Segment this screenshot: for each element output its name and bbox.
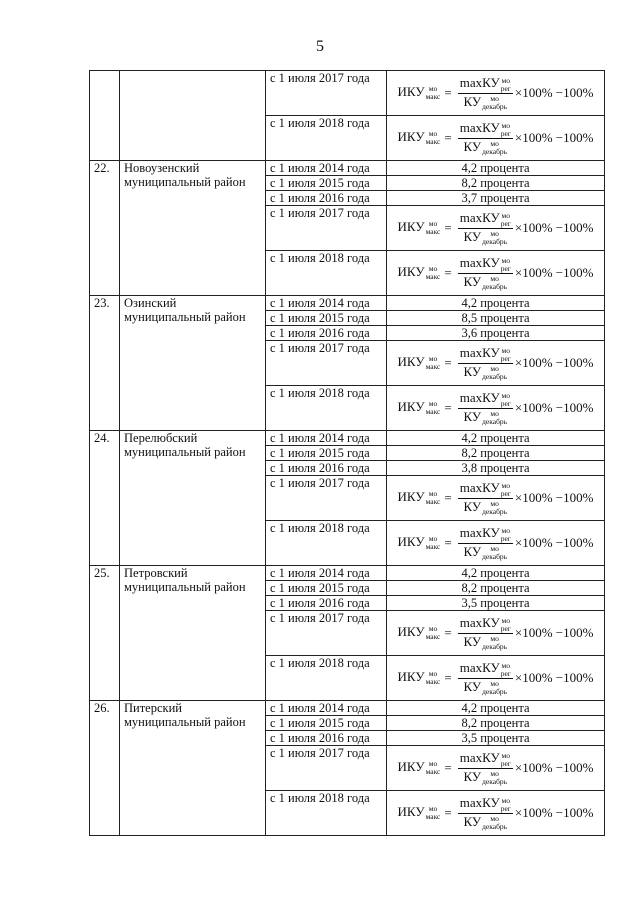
formula	[387, 386, 604, 430]
formula-equals: =	[444, 535, 452, 550]
period-value: 4,2 процента	[387, 566, 605, 581]
period-date: с 1 июля 2017 года	[266, 206, 387, 251]
formula-lhs: ИКУ мо макс	[397, 128, 441, 146]
period-value: 3,6 процента	[387, 326, 605, 341]
formula-tail: ×100% −100%	[514, 535, 594, 550]
period-date: с 1 июля 2017 года	[266, 746, 387, 791]
formula-tail: ×100% −100%	[514, 400, 594, 415]
table-row	[90, 161, 605, 176]
period-value	[387, 791, 605, 836]
formula	[387, 521, 604, 565]
formula-fraction: maxКУ мо рег КУ мо декабрь	[459, 210, 511, 246]
formula-tail: ×100% −100%	[514, 85, 594, 100]
period-value: 8,2 процента	[387, 176, 605, 191]
formula-equals: =	[444, 805, 452, 820]
period-value: 4,2 процента	[387, 296, 605, 311]
period-value	[387, 611, 605, 656]
formula-equals: =	[444, 355, 452, 370]
period-value	[387, 341, 605, 386]
municipality-name: Перелюбский муниципальный район	[120, 431, 266, 566]
formula-fraction: maxКУ мо рег КУ мо декабрь	[459, 75, 511, 111]
formula-fraction: maxКУ мо рег КУ мо декабрь	[459, 345, 511, 381]
formula-equals: =	[444, 490, 452, 505]
row-number: 25.	[90, 566, 120, 701]
municipality-name: Озинский муниципальный район	[120, 296, 266, 431]
formula	[387, 611, 604, 655]
period-date: с 1 июля 2015 года	[266, 581, 387, 596]
formula-fraction: maxКУ мо рег КУ мо декабрь	[459, 615, 511, 651]
formula	[387, 251, 604, 295]
period-value: 8,2 процента	[387, 716, 605, 731]
table-row	[90, 701, 605, 716]
period-date: с 1 июля 2015 года	[266, 446, 387, 461]
period-value: 3,8 процента	[387, 461, 605, 476]
formula-lhs: ИКУ мо макс	[397, 803, 441, 821]
period-value: 3,7 процента	[387, 191, 605, 206]
formula-lhs: ИКУ мо макс	[397, 218, 441, 236]
period-date: с 1 июля 2018 года	[266, 656, 387, 701]
formula-lhs: ИКУ мо макс	[397, 668, 441, 686]
formula-lhs: ИКУ мо макс	[397, 488, 441, 506]
formula-equals: =	[444, 130, 452, 145]
formula-tail: ×100% −100%	[514, 760, 594, 775]
formula-fraction: maxКУ мо рег КУ мо декабрь	[459, 750, 511, 786]
period-date: с 1 июля 2018 года	[266, 386, 387, 431]
formula	[387, 476, 604, 520]
table-row	[90, 71, 605, 116]
formula-tail: ×100% −100%	[514, 490, 594, 505]
formula-lhs: ИКУ мо макс	[397, 398, 441, 416]
formula-tail: ×100% −100%	[514, 670, 594, 685]
period-value	[387, 116, 605, 161]
period-value: 8,2 процента	[387, 446, 605, 461]
period-date: с 1 июля 2016 года	[266, 191, 387, 206]
period-value	[387, 521, 605, 566]
period-date: с 1 июля 2014 года	[266, 566, 387, 581]
period-date: с 1 июля 2014 года	[266, 701, 387, 716]
period-date: с 1 июля 2014 года	[266, 161, 387, 176]
period-date: с 1 июля 2018 года	[266, 251, 387, 296]
formula	[387, 71, 604, 115]
formula-fraction: maxКУ мо рег КУ мо декабрь	[459, 795, 511, 831]
rates-table	[89, 70, 605, 836]
table-row	[90, 296, 605, 311]
row-number: 24.	[90, 431, 120, 566]
period-date: с 1 июля 2016 года	[266, 326, 387, 341]
period-date: с 1 июля 2016 года	[266, 731, 387, 746]
municipality-name	[120, 71, 266, 161]
municipality-name: Петровский муниципальный район	[120, 566, 266, 701]
formula-equals: =	[444, 400, 452, 415]
row-number: 26.	[90, 701, 120, 836]
period-value: 4,2 процента	[387, 431, 605, 446]
row-number: 22.	[90, 161, 120, 296]
period-value	[387, 251, 605, 296]
period-date: с 1 июля 2017 года	[266, 476, 387, 521]
formula-equals: =	[444, 625, 452, 640]
period-date: с 1 июля 2017 года	[266, 611, 387, 656]
formula	[387, 656, 604, 700]
formula-lhs: ИКУ мо макс	[397, 623, 441, 641]
municipality-name: Питерский муниципальный район	[120, 701, 266, 836]
formula-tail: ×100% −100%	[514, 625, 594, 640]
formula	[387, 746, 604, 790]
page-number: 5	[316, 38, 324, 55]
row-number	[90, 71, 120, 161]
formula-fraction: maxКУ мо рег КУ мо декабрь	[459, 390, 511, 426]
formula-equals: =	[444, 85, 452, 100]
table-row	[90, 566, 605, 581]
period-date: с 1 июля 2016 года	[266, 596, 387, 611]
formula-lhs: ИКУ мо макс	[397, 758, 441, 776]
period-date: с 1 июля 2016 года	[266, 461, 387, 476]
period-value: 3,5 процента	[387, 596, 605, 611]
formula-equals: =	[444, 265, 452, 280]
municipality-name: Новоузенский муниципальный район	[120, 161, 266, 296]
period-date: с 1 июля 2014 года	[266, 431, 387, 446]
period-date: с 1 июля 2015 года	[266, 311, 387, 326]
formula-fraction: maxКУ мо рег КУ мо декабрь	[459, 480, 511, 516]
formula	[387, 341, 604, 385]
formula-equals: =	[444, 760, 452, 775]
formula-equals: =	[444, 220, 452, 235]
formula-fraction: maxКУ мо рег КУ мо декабрь	[459, 525, 511, 561]
period-value	[387, 71, 605, 116]
period-date: с 1 июля 2018 года	[266, 116, 387, 161]
period-value	[387, 746, 605, 791]
period-date: с 1 июля 2015 года	[266, 716, 387, 731]
period-date: с 1 июля 2017 года	[266, 71, 387, 116]
formula	[387, 206, 604, 250]
formula-tail: ×100% −100%	[514, 355, 594, 370]
period-value: 3,5 процента	[387, 731, 605, 746]
period-date: с 1 июля 2017 года	[266, 341, 387, 386]
formula-equals: =	[444, 670, 452, 685]
formula-tail: ×100% −100%	[514, 805, 594, 820]
period-value	[387, 386, 605, 431]
formula-tail: ×100% −100%	[514, 130, 594, 145]
formula-lhs: ИКУ мо макс	[397, 83, 441, 101]
period-value: 4,2 процента	[387, 161, 605, 176]
period-date: с 1 июля 2018 года	[266, 791, 387, 836]
formula-fraction: maxКУ мо рег КУ мо декабрь	[459, 255, 511, 291]
period-value	[387, 206, 605, 251]
row-number: 23.	[90, 296, 120, 431]
formula-tail: ×100% −100%	[514, 220, 594, 235]
period-date: с 1 июля 2015 года	[266, 176, 387, 191]
formula-lhs: ИКУ мо макс	[397, 353, 441, 371]
formula-lhs: ИКУ мо макс	[397, 533, 441, 551]
formula-fraction: maxКУ мо рег КУ мо декабрь	[459, 120, 511, 156]
period-value: 8,5 процента	[387, 311, 605, 326]
formula	[387, 116, 604, 160]
formula	[387, 791, 604, 835]
formula-fraction: maxКУ мо рег КУ мо декабрь	[459, 660, 511, 696]
formula-tail: ×100% −100%	[514, 265, 594, 280]
period-value: 4,2 процента	[387, 701, 605, 716]
period-value	[387, 656, 605, 701]
period-value: 8,2 процента	[387, 581, 605, 596]
period-date: с 1 июля 2018 года	[266, 521, 387, 566]
period-date: с 1 июля 2014 года	[266, 296, 387, 311]
table-row	[90, 431, 605, 446]
period-value	[387, 476, 605, 521]
formula-lhs: ИКУ мо макс	[397, 263, 441, 281]
